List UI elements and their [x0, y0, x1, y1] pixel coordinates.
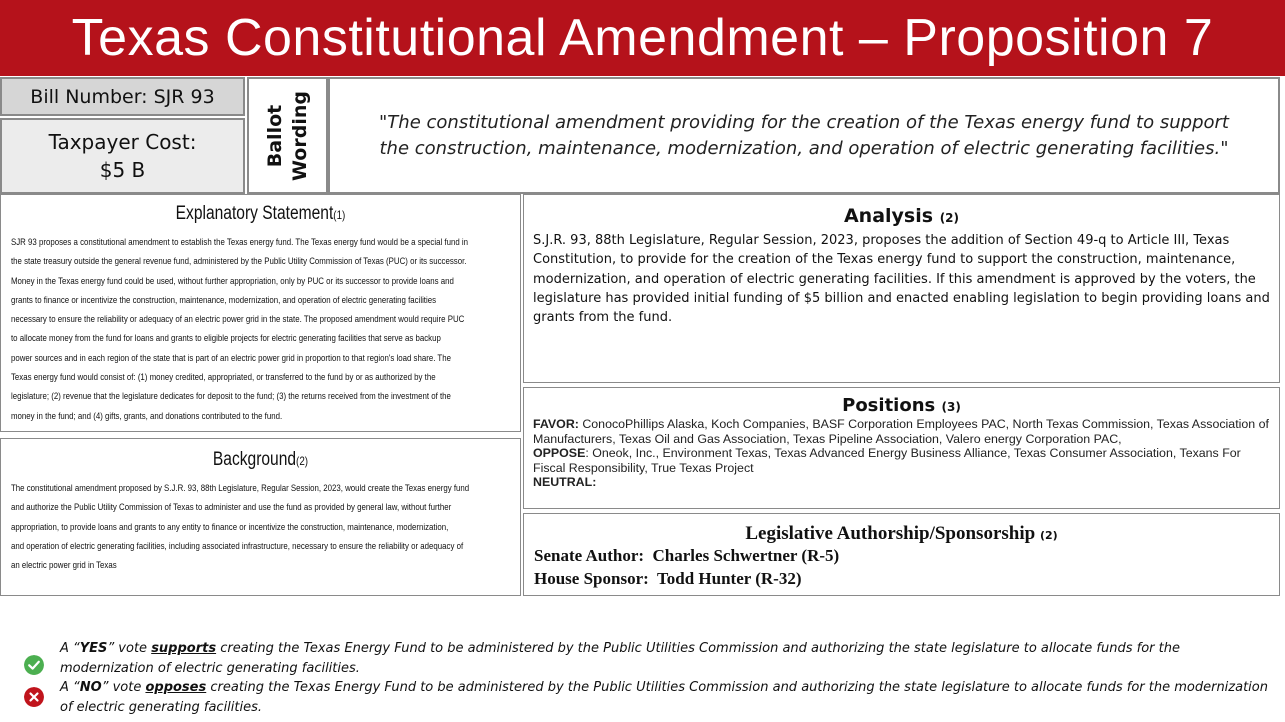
oppose-label: OPPOSE — [533, 446, 586, 461]
house-sponsor: House Sponsor: Todd Hunter (R-32) — [534, 569, 802, 588]
senate-author: Senate Author: Charles Schwertner (R-5) — [534, 546, 840, 565]
positions-neutral — [533, 475, 1275, 490]
explanatory-statement-title — [48, 203, 474, 225]
no-word: NO — [79, 680, 102, 695]
explanatory-line: necessary to ensure the reliability or adequacy of an electric power grid in the state. The proposed amendment would require PUC — [11, 314, 465, 326]
bill-number — [0, 77, 245, 116]
positions-title — [524, 395, 1279, 416]
explanatory-line: the state treasury outside the general revenue fund, administered by the Public Utility Commission of Texas (PUC) or its successor. — [11, 256, 467, 268]
explanatory-statement-panel — [0, 194, 521, 432]
explanatory-line: grants to finance or incentivize the construction, maintenance, modernization, and operation of electric generating facilities — [11, 294, 437, 306]
no-rest: creating the Texas Energy Fund to be administered by the Public Utilities Commission and authorizing the state legislature to allocate funds for the modernization of electric generating facilities. — [60, 680, 1268, 715]
taxpayer-cost-value: $5 B — [99, 158, 146, 182]
page-title — [0, 0, 1285, 76]
analysis-ref: (2) — [939, 211, 960, 225]
analysis-title — [524, 205, 1279, 227]
ballot-wording-label-box — [247, 77, 328, 194]
explanatory-line: money in the fund; and (4) gifts, grants, and donations contributed to the fund. — [11, 410, 283, 422]
favor-text: ConocoPhillips Alaska, Koch Companies, BASF Corporation Employees PAC, North Texas Commission, Texas Association of Manufacturers, Texas Oil and Gas Association, Texas Pipeline Association, Valero energy Corporation PAC, — [533, 417, 1269, 446]
check-circle-icon — [24, 655, 44, 675]
background-line: and authorize the Public Utility Commission of Texas to administer and use the fund as provided by general law, without further — [11, 502, 452, 514]
analysis-body: S.J.R. 93, 88th Legislature, Regular Session, 2023, proposes the addition of Section 49-q to Article III, Texas Constitution, to provide for the creation of the Texas energy fund to support the construction, maintenance, modernization, and operation of electric generating facilities. If this amendment is approved by the voters, the legislature has provided initial funding of $5 billion and enacted enabling legislation to begin providing loans and grants from the fund. — [533, 233, 1270, 326]
no-verb: opposes — [145, 680, 207, 695]
yes-mid: ” vote — [107, 641, 152, 656]
authorship-title — [524, 523, 1279, 545]
x-circle-icon — [24, 687, 44, 707]
explanatory-line: to allocate money from the fund for loans and grants to eligible projects for electric generating facilities that serve as backup — [11, 333, 441, 345]
background-body — [11, 479, 511, 575]
bill-number-text: Bill Number: SJR 93 — [30, 85, 215, 108]
no-prefix: A “ — [60, 680, 80, 695]
positions-body — [533, 417, 1275, 490]
background-line: and operation of electric generating facilities, including associated infrastructure, necessary to ensure the reliability or adequacy of — [11, 540, 464, 552]
background-title-text: Background — [212, 449, 297, 470]
analysis-title-text: Analysis — [843, 205, 934, 227]
explanatory-line: Money in the Texas energy fund could be used, without further appropriation, only by PUC or its successor to provide loans and — [11, 275, 454, 287]
positions-oppose — [533, 446, 1275, 475]
explanatory-statement-body — [11, 233, 511, 426]
oppose-text: : Oneok, Inc., Environment Texas, Texas Advanced Energy Business Alliance, Texas Consumer Association, Texans For Fiscal Responsibility, True Texas Project — [533, 446, 1241, 475]
positions-title-text: Positions — [842, 395, 936, 416]
positions-ref: (3) — [941, 400, 961, 414]
ballot-wording-text: "The constitutional amendment providing for the creation of the Texas energy fund to support the construction, maintenance, modernization, and operation of electric generating facilities." — [379, 111, 1229, 159]
taxpayer-cost — [0, 118, 245, 194]
yes-prefix: A “ — [60, 641, 80, 656]
ballot-label-line2: Wording — [288, 90, 311, 181]
positions-panel — [523, 387, 1280, 509]
ballot-wording-box — [328, 77, 1280, 194]
ballot-label-line1: Ballot — [263, 104, 286, 167]
yes-vote-explanation — [60, 639, 1275, 679]
favor-label: FAVOR: — [533, 417, 579, 431]
explanatory-title-text: Explanatory Statement — [175, 203, 334, 224]
background-line: The constitutional amendment proposed by S.J.R. 93, 88th Legislature, Regular Session, 2023, would create the Texas energy fund — [11, 483, 470, 494]
no-mid: ” vote — [101, 680, 146, 695]
page-title-text: Texas Constitutional Amendment – Proposition 7 — [71, 9, 1214, 67]
background-line: an electric power grid in Texas — [11, 560, 117, 572]
ballot-wording-label — [263, 91, 313, 181]
authorship-ref: (2) — [1039, 529, 1058, 542]
explanatory-line: Texas energy fund would consist of: (1) money credited, appropriated, or transferred to the fund by or as authorized by the — [11, 372, 436, 384]
background-title — [48, 449, 474, 471]
background-line: appropriation, to provide loans and grants to any entity to finance or incentivize the construction, maintenance, modernization, — [11, 521, 449, 533]
positions-favor — [533, 417, 1275, 446]
explanatory-line: legislature; (2) revenue that the legislature dedicates for deposit to the fund; (3) the returns received from the investment of the — [11, 391, 451, 403]
explanatory-ref: (1) — [333, 208, 346, 222]
yes-word: YES — [79, 641, 108, 656]
explanatory-line: power sources and in each region of the state that is part of an electric power grid in proportion to that region's load share. The — [11, 352, 451, 364]
neutral-label: NEUTRAL: — [533, 475, 597, 490]
background-ref: (2) — [296, 454, 309, 468]
yes-rest: creating the Texas Energy Fund to be administered by the Public Utilities Commission and authorizing the state legislature to allocate funds for the modernization of electric generating facilities. — [60, 641, 1180, 676]
taxpayer-cost-label: Taxpayer Cost: — [48, 130, 197, 154]
authorship-title-text: Legislative Authorship/Sponsorship — [745, 523, 1036, 544]
yes-verb: supports — [151, 641, 217, 656]
analysis-panel — [523, 194, 1280, 383]
no-vote-explanation — [60, 678, 1275, 718]
authorship-panel — [523, 513, 1280, 596]
background-panel — [0, 438, 521, 596]
explanatory-line: SJR 93 proposes a constitutional amendment to establish the Texas energy fund. The Texas energy fund would be a special fund in — [11, 237, 469, 248]
